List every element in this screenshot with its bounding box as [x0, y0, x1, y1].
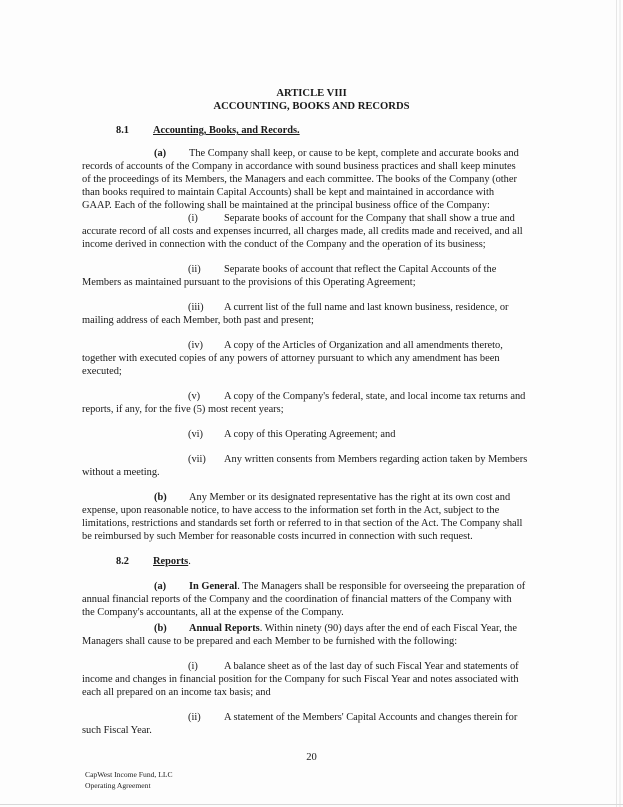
item-ii-line-2: Members as maintained pursuant to the provisions of this Operating Agreement; — [82, 277, 416, 288]
para-8-1-a-line-4: than books required to maintain Capital Accounts) shall be kept and maintained in accordance with — [82, 187, 495, 198]
item-num-iii: (iii) — [188, 302, 204, 313]
para-8-1-a-line-1: The Company shall keep, or cause to be kept, complete and accurate books and — [189, 148, 519, 159]
section-heading-8-2-punct: . — [188, 556, 191, 567]
para-8-1-b-line-4: be reimbursed by such Member for reasonable costs incurred in connection with such request. — [82, 531, 473, 542]
item-num-vii: (vii) — [188, 454, 206, 465]
para-8-2-b-line-2: Managers shall cause to be prepared and each Member to be furnished with the following: — [82, 636, 458, 647]
para-8-1-b-line-3: limitations, restrictions and standards set forth or referred to in that section of the Act. The Company shall — [82, 518, 523, 529]
item-vii-line-2: without a meeting. — [82, 467, 160, 478]
scan-bottom-edge — [0, 804, 623, 805]
footer-document: Operating Agreement — [85, 781, 151, 790]
item-vii-line-1: Any written consents from Members regarding action taken by Members — [224, 454, 528, 465]
para-8-2-b-bold: Annual Reports — [189, 623, 260, 634]
para-8-2-a-text: . The Managers shall be responsible for overseeing the preparation of — [237, 581, 526, 592]
report-item-ii-line-2: such Fiscal Year. — [82, 725, 152, 736]
para-8-2-a-line-3: the Company's accountants, all at the expense of the Company. — [82, 607, 344, 618]
para-8-2-a-line-1 — [189, 580, 525, 593]
section-heading-8-1: Accounting, Books, and Records. — [153, 125, 300, 136]
item-num-i: (i) — [188, 213, 198, 224]
page-number: 20 — [306, 752, 317, 763]
scan-edge-line — [616, 0, 617, 807]
item-i-line-2: accurate record of all costs and expenses incurred, all charges made, all credits made and received, and all — [82, 226, 523, 237]
scan-edge — [619, 0, 621, 807]
item-iv-line-2: together with executed copies of any powers of attorney pursuant to which any amendment has been — [82, 353, 500, 364]
para-8-1-a-line-2: records of accounts of the Company in accordance with sound business practices and shall keep minutes — [82, 161, 516, 172]
section-heading-8-2: Reports — [153, 556, 189, 567]
item-v-line-2: reports, if any, for the five (5) most recent years; — [82, 404, 284, 415]
para-label-8-2-a: (a) — [154, 581, 167, 592]
para-8-1-b-line-2: expense, upon reasonable notice, to have access to the information set forth in the Act, subject to the — [82, 505, 500, 516]
section-number-8-1: 8.1 — [116, 125, 129, 136]
item-iv-line-1: A copy of the Articles of Organization and all amendments thereto, — [224, 340, 503, 351]
para-8-1-a-line-5: GAAP. Each of the following shall be maintained at the principal business office of the Company: — [82, 200, 490, 211]
report-item-num-i: (i) — [188, 661, 198, 672]
report-item-i-line-3: each all prepared on an income tax basis; and — [82, 687, 271, 698]
para-8-2-b-text: . Within ninety (90) days after the end of each Fiscal Year, the — [259, 623, 517, 634]
item-num-vi: (vi) — [188, 429, 204, 440]
report-item-ii-line-1: A statement of the Members' Capital Accounts and changes therein for — [224, 712, 518, 723]
section-heading-8-2-wrap — [153, 555, 191, 568]
article-title: ARTICLE VIII — [276, 88, 347, 99]
para-8-1-a-line-3: of the proceedings of its Members, the Managers and each committee. The books of the Company (other — [82, 174, 517, 185]
item-i-line-1: Separate books of account for the Company that shall show a true and — [224, 213, 515, 224]
para-label-8-1-a: (a) — [154, 148, 167, 159]
para-label-8-1-b: (b) — [154, 492, 167, 503]
item-ii-line-1: Separate books of account that reflect the Capital Accounts of the — [224, 264, 497, 275]
item-num-iv: (iv) — [188, 340, 204, 351]
item-num-v: (v) — [188, 391, 201, 402]
item-iv-line-3: executed; — [82, 366, 122, 377]
section-number-8-2: 8.2 — [116, 556, 129, 567]
item-vi-line-1: A copy of this Operating Agreement; and — [224, 429, 396, 440]
item-v-line-1: A copy of the Company's federal, state, and local income tax returns and — [224, 391, 526, 402]
para-label-8-2-b: (b) — [154, 623, 167, 634]
para-8-2-b-line-1 — [189, 622, 517, 635]
para-8-1-b-line-1: Any Member or its designated representative has the right at its own cost and — [189, 492, 511, 503]
item-num-ii: (ii) — [188, 264, 201, 275]
article-subtitle: ACCOUNTING, BOOKS AND RECORDS — [213, 101, 410, 112]
report-item-num-ii: (ii) — [188, 712, 201, 723]
para-8-2-a-bold: In General — [189, 581, 238, 592]
item-i-line-3: income derived in connection with the conduct of the Company and the operation of its business; — [82, 239, 486, 250]
para-8-2-a-line-2: annual financial reports of the Company and the coordination of financial matters of the Company with — [82, 594, 512, 605]
item-iii-line-1: A current list of the full name and last known business, residence, or — [224, 302, 509, 313]
report-item-i-line-2: income and changes in financial position for the Company for such Fiscal Year and notes associated with — [82, 674, 519, 685]
item-iii-line-2: mailing address of each Member, both past and present; — [82, 315, 314, 326]
report-item-i-line-1: A balance sheet as of the last day of such Fiscal Year and statements of — [224, 661, 519, 672]
footer-company: CapWest Income Fund, LLC — [85, 770, 173, 779]
